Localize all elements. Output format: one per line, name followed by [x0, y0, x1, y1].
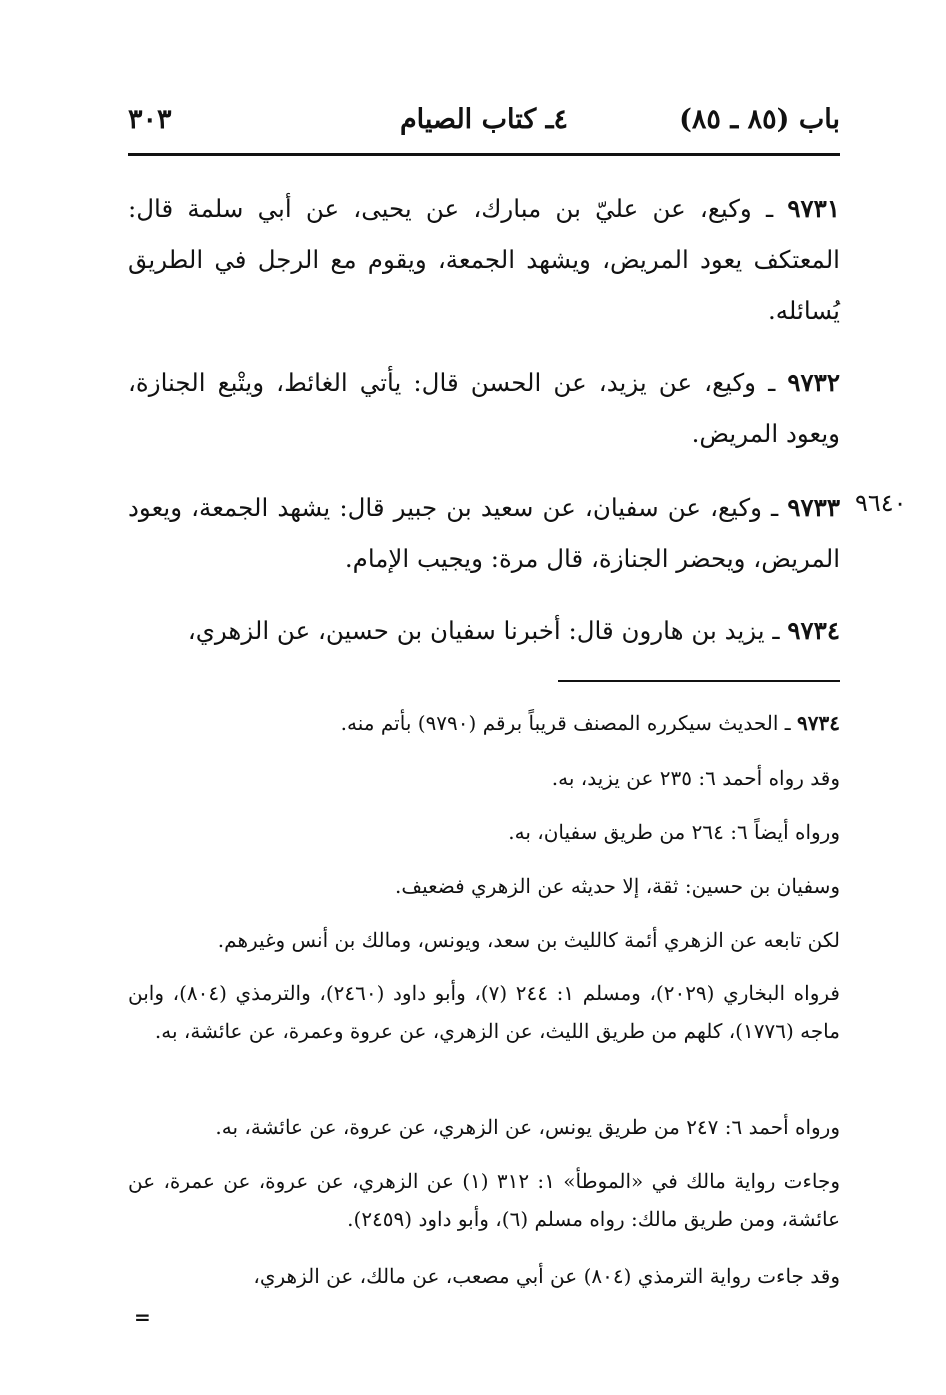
- footnote: [128, 813, 840, 851]
- footnote: [128, 759, 840, 797]
- entry-text: ـ وكيع، عن عليّ بن مبارك، عن يحيى، عن أبي سلمة قال: المعتكف يعود المريض، ويشهد الجمعة، ويقوم مع الرجل في الطريق يُسائله.: [128, 194, 840, 325]
- margin-note: ٩٦٤٠: [855, 489, 907, 517]
- footnote-text: وسفيان بن حسين: ثقة، إلا حديثه عن الزهري فضعيف.: [395, 874, 840, 898]
- entry-number: ٩٧٣٣: [787, 493, 840, 522]
- footnote-text: فرواه البخاري (٢٠٢٩)، ومسلم ١: ٢٤٤ (٧)، وأبو داود (٢٤٦٠)، والترمذي (٨٠٤)، وابن ماجه (١٧٧٦)، كلهم من طريق الليث، عن الزهري، عن عروة وعمرة، عن عائشة، به.: [128, 981, 840, 1043]
- continuation-mark: =: [134, 1305, 151, 1329]
- footnote: [128, 1162, 840, 1238]
- entry-number: ٩٧٣٢: [787, 368, 840, 397]
- book-title: ٤ـ كتاب الصيام: [399, 104, 569, 135]
- footnote: [128, 1257, 840, 1295]
- entry-text: ـ يزيد بن هارون قال: أخبرنا سفيان بن حسين، عن الزهري،: [187, 616, 788, 645]
- footnote-rule: [558, 680, 840, 682]
- footnote-text: وجاءت رواية مالك في «الموطأ» ١: ٣١٢ (١) عن الزهري، عن عروة، عن عمرة، عن عائشة، ومن طريق مالك: رواه مسلم (٦)، وأبو داود (٢٤٥٩).: [128, 1169, 841, 1231]
- entry-number: ٩٧٣٤: [787, 616, 840, 645]
- hadith-entry: [128, 605, 840, 656]
- footnote-text: وقد رواه أحمد ٦: ٢٣٥ عن يزيد، به.: [551, 766, 840, 790]
- page-number: ٣٠٣: [128, 104, 172, 135]
- footnote: [128, 867, 840, 905]
- footnote: [128, 1108, 840, 1146]
- hadith-entry: [128, 357, 840, 459]
- footnote: [128, 921, 840, 959]
- hadith-entry: [128, 482, 840, 584]
- footnote-text: لكن تابعه عن الزهري أئمة كالليث بن سعد، ويونس، ومالك بن أنس وغيرهم.: [217, 928, 840, 952]
- footnote-text: ورواه أحمد ٦: ٢٤٧ من طريق يونس، عن الزهري، عن عروة، عن عائشة، به.: [215, 1115, 840, 1139]
- entry-text: ـ وكيع، عن سفيان، عن سعيد بن جبير قال: يشهد الجمعة، ويعود المريض، ويحضر الجنازة، قال مرة: ويجيب الإمام.: [128, 493, 840, 573]
- header-rule: [128, 153, 840, 156]
- footnote-text: ـ الحديث سيكرره المصنف قريباً برقم (٩٧٩٠) بأتم منه.: [340, 711, 798, 735]
- hadith-entry: [128, 183, 840, 336]
- footnote-text: وقد جاءت رواية الترمذي (٨٠٤) عن أبي مصعب، عن مالك، عن الزهري،: [253, 1264, 840, 1288]
- footnote-number: ٩٧٣٤: [797, 711, 840, 735]
- entry-number: ٩٧٣١: [787, 194, 840, 223]
- page-header: [128, 104, 840, 148]
- footnote-text: ورواه أيضاً ٦: ٢٦٤ من طريق سفيان، به.: [508, 820, 840, 844]
- footnote: [128, 974, 840, 1050]
- entry-text: ـ وكيع، عن يزيد، عن الحسن قال: يأتي الغائط، ويتْبع الجنازة، ويعود المريض.: [128, 368, 840, 448]
- footnote: [128, 704, 840, 742]
- chapter-range: باب (٨٥ ـ ٨٥): [679, 104, 840, 135]
